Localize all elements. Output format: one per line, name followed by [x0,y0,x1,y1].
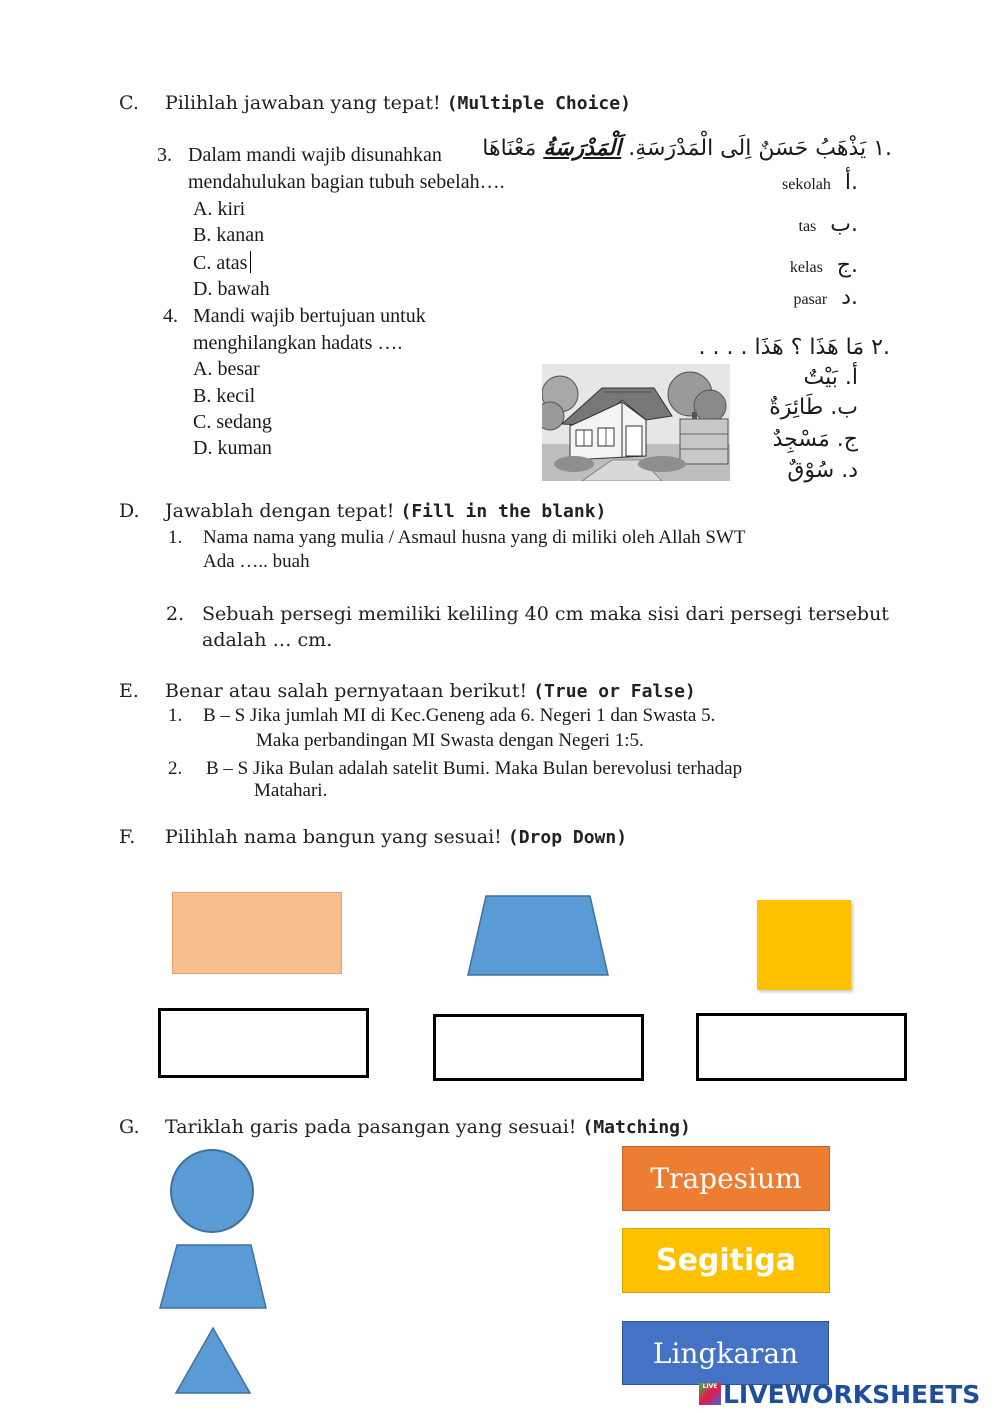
arabic-q2-option-c[interactable] [773,427,858,452]
option-letter: د. [841,285,858,310]
section-type: (Drop Down) [507,827,628,848]
match-label-segitiga[interactable]: Segitiga [622,1228,830,1293]
arabic-q1-option-d[interactable] [793,285,858,310]
section-f-heading [119,826,627,848]
match-label-trapesium[interactable]: Trapesium [622,1146,830,1211]
trapezoid-match-shape[interactable] [157,1243,269,1311]
option-text: سُوْقٌ [787,458,835,483]
option-text: مَسْجِدٌ [772,427,830,452]
arabic-question-text: يَذْهَبُ حَسَنٌ اِلَى الْمَدْرَسَةِ. [628,136,867,161]
liveworksheets-logo-icon: LIVE [699,1383,721,1405]
section-type: (Fill in the blank) [400,501,607,522]
section-letter: E. [119,680,139,702]
arabic-q2-option-a[interactable] [804,365,858,390]
square-shape [757,900,851,990]
question-4-option[interactable]: B. kecil [193,385,256,407]
question-3-number: 3. [157,144,172,166]
option-text: pasar [793,291,828,308]
house-illustration [542,364,730,481]
section-c-heading [119,92,631,114]
question-4-option[interactable]: A. besar [193,358,260,380]
circle-shape[interactable] [168,1148,256,1234]
arabic-question-number: .٢ [871,335,890,360]
option-letter: ج. [836,427,858,452]
question-3-option[interactable]: D. bawah [193,278,270,300]
tf-item-2-number: 2. [168,758,183,779]
section-type: (Matching) [582,1117,691,1138]
question-4-option[interactable]: D. kuman [193,437,272,459]
triangle-shape[interactable] [174,1326,252,1396]
dropdown-answer-box-1[interactable] [158,1008,369,1078]
fill-item-2-number: 2. [166,603,185,625]
section-e-heading [119,680,696,702]
section-instruction: Pilihlah nama bangun yang sesuai! [165,826,502,848]
liveworksheets-watermark [699,1380,980,1408]
question-3-option[interactable]: B. kanan [193,224,265,246]
section-instruction: Benar atau salah pernyataan berikut! [165,680,528,702]
question-4-option[interactable]: C. sedang [193,411,272,433]
section-letter: F. [119,826,136,848]
fill-item-2-line2[interactable]: adalah … cm. [202,629,333,651]
tf-item-2-line1[interactable]: B – S Jika Bulan adalah satelit Bumi. Maka Bulan berevolusi terhadap [206,758,743,779]
arabic-question-text: مَا هَذَا ؟ هَذَا . . . . [698,335,865,360]
arabic-question-1 [482,136,892,161]
question-3-line1: Dalam mandi wajib disunahkan [188,144,442,166]
watermark-text: LIVEWORKSHEETS [723,1379,981,1409]
tf-item-1-number: 1. [168,705,183,726]
arabic-q1-option-c[interactable] [790,253,858,278]
option-text: طَائِرَةٌ [769,395,824,420]
text-cursor [250,251,251,273]
tf-item-2-line2: Matahari. [254,780,328,801]
option-letter: د. [841,458,858,483]
arabic-q2-option-b[interactable] [769,395,858,420]
option-text: بَيْتٌ [803,365,838,390]
section-d-heading [119,500,606,522]
match-label-lingkaran[interactable]: Lingkaran [622,1321,829,1385]
section-letter: G. [119,1116,140,1138]
option-text: sekolah [782,176,831,193]
option-letter: أ. [844,365,858,390]
question-3-option[interactable]: A. kiri [193,198,246,220]
arabic-q2-option-d[interactable] [787,458,858,483]
arabic-q1-option-a[interactable] [782,170,858,195]
question-4-number: 4. [163,305,178,327]
section-type: (Multiple Choice) [446,93,631,114]
tf-item-1-line1[interactable]: B – S Jika jumlah MI di Kec.Geneng ada 6. Negeri 1 dan Swasta 5. [203,705,716,726]
arabic-question-number: .١ [873,136,892,161]
section-letter: D. [119,500,140,522]
section-instruction: Tariklah garis pada pasangan yang sesuai! [165,1116,577,1138]
question-3-option[interactable] [193,251,251,275]
section-g-heading [119,1116,691,1138]
question-4-line1: Mandi wajib bertujuan untuk [193,305,426,327]
section-instruction: Pilihlah jawaban yang tepat! [165,92,441,114]
option-letter: ب. [830,212,858,237]
trapezoid-shape [466,895,610,977]
question-4-line2: menghilangkan hadats …. [193,332,403,354]
arabic-q1-option-b[interactable] [799,212,859,237]
fill-item-2-line1: Sebuah persegi memiliki keliling 40 cm maka sisi dari persegi tersebut [202,603,889,625]
dropdown-answer-box-3[interactable] [696,1013,907,1081]
option-text: tas [798,218,817,235]
option-text: kelas [789,259,823,276]
question-3-line2: mendahulukan bagian tubuh sebelah…. [188,171,505,193]
fill-item-1-line1: Nama nama yang mulia / Asmaul husna yang di miliki oleh Allah SWT [203,527,746,548]
section-letter: C. [119,92,139,114]
option-label: C. atas [193,252,248,274]
arabic-question-2 [699,335,890,360]
section-instruction: Jawablah dengan tepat! [165,500,395,522]
tf-item-1-line2: Maka perbandingan MI Swasta dengan Negeri 1:5. [256,730,644,751]
fill-item-1-number: 1. [168,527,183,548]
rectangle-shape [172,892,342,974]
section-type: (True or False) [533,681,696,702]
arabic-question-tail: مَعْنَاهَا [482,136,537,161]
arabic-underlined-word: اَلْمَدْرَسَةُ [543,136,622,161]
fill-item-1-line2[interactable]: Ada ….. buah [203,551,310,572]
option-letter: ب. [830,395,858,420]
dropdown-answer-box-2[interactable] [433,1014,644,1081]
option-letter: أ. [844,170,858,195]
option-letter: ج. [836,253,858,278]
